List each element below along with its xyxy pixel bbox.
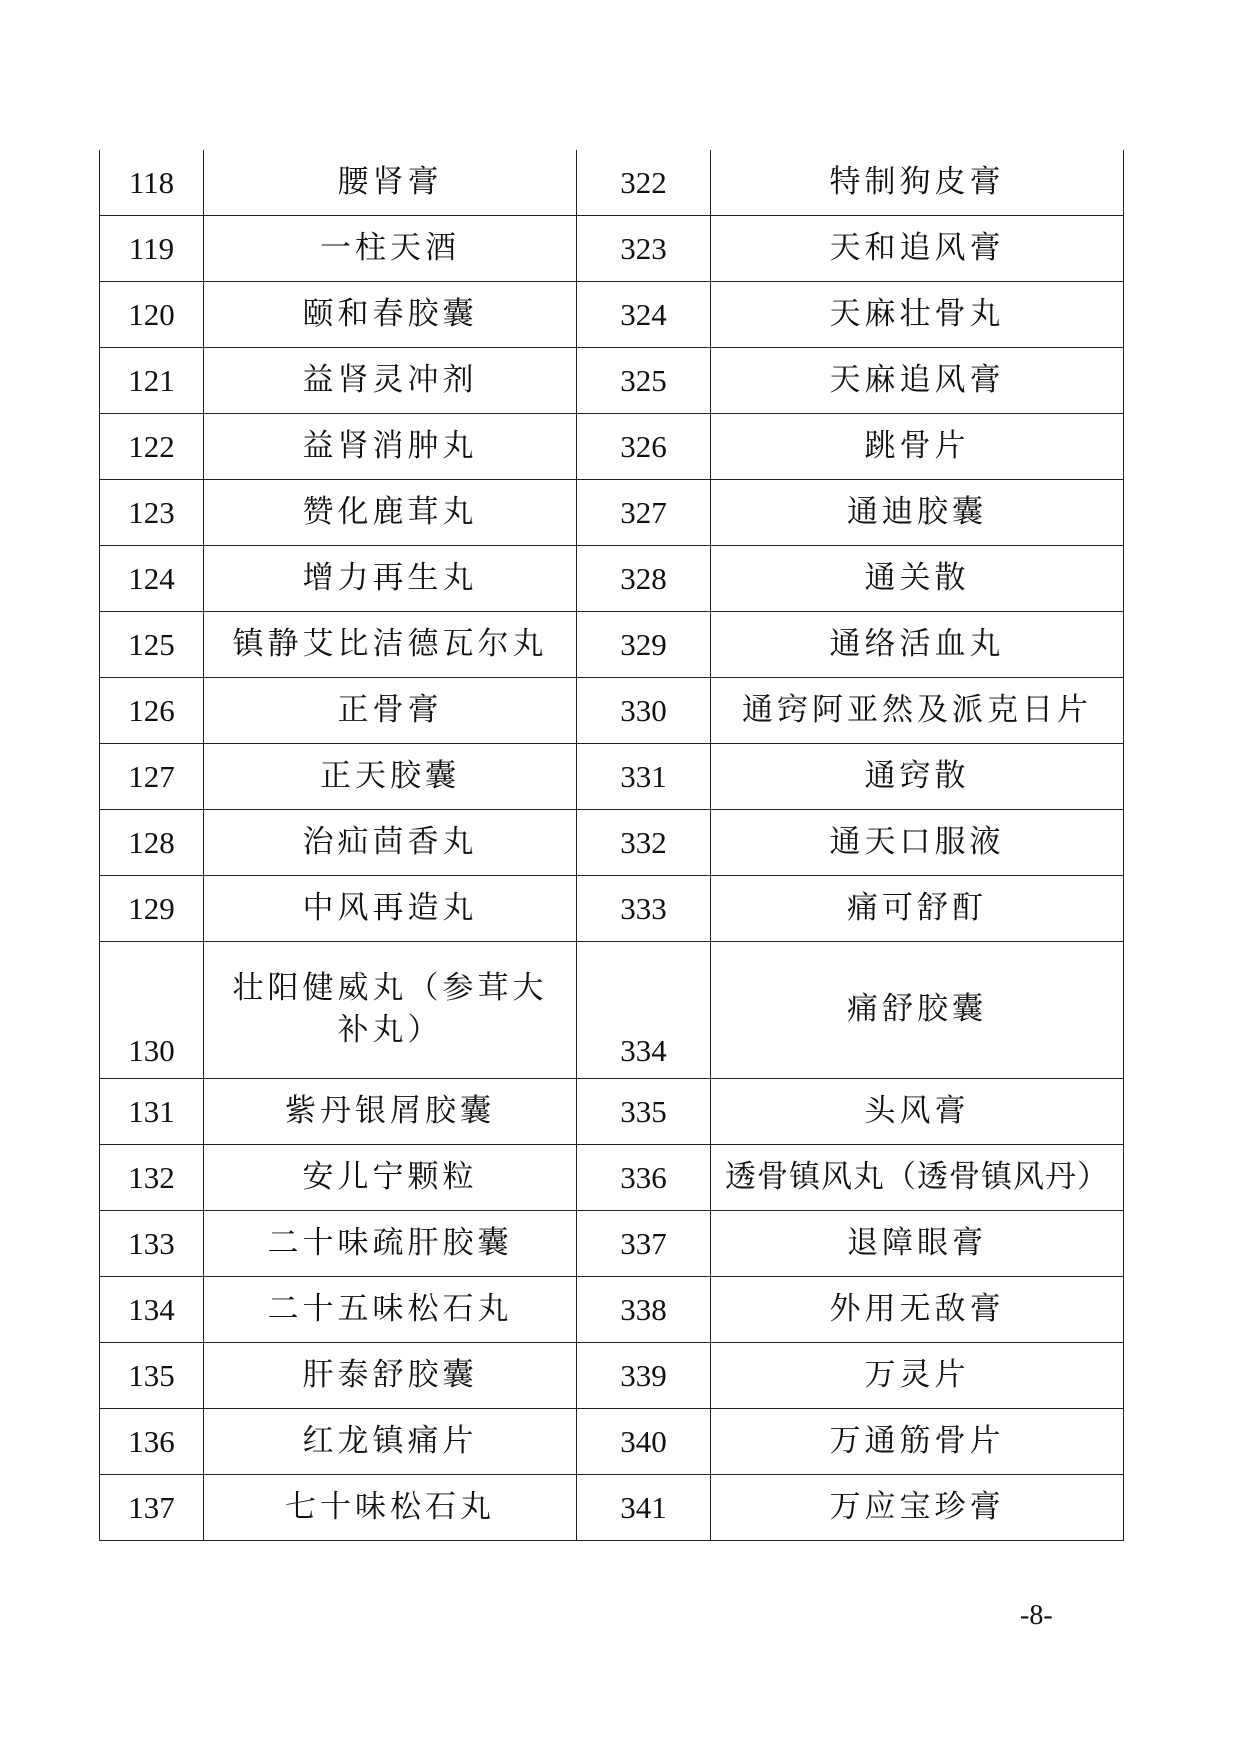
table-row <box>100 1475 1124 1541</box>
right-number-cell: 339 <box>577 1343 711 1409</box>
left-name-cell: 镇静艾比洁德瓦尔丸 <box>204 612 577 678</box>
left-name-cell: 正骨膏 <box>204 678 577 744</box>
right-number-cell: 324 <box>577 282 711 348</box>
left-number-cell: 118 <box>100 150 204 216</box>
table-row <box>100 546 1124 612</box>
left-number-cell: 127 <box>100 744 204 810</box>
table-row <box>100 1145 1124 1211</box>
left-number-cell: 136 <box>100 1409 204 1475</box>
left-name-cell: 赞化鹿茸丸 <box>204 480 577 546</box>
right-name-cell: 万应宝珍膏 <box>711 1475 1124 1541</box>
left-number-cell: 133 <box>100 1211 204 1277</box>
left-name-cell: 正天胶囊 <box>204 744 577 810</box>
right-number-cell: 330 <box>577 678 711 744</box>
right-number-cell: 340 <box>577 1409 711 1475</box>
right-name-cell: 通窍散 <box>711 744 1124 810</box>
right-number-cell: 328 <box>577 546 711 612</box>
right-number-cell: 335 <box>577 1079 711 1145</box>
right-name-cell: 天和追风膏 <box>711 216 1124 282</box>
right-name-cell: 透骨镇风丸（透骨镇风丹） <box>711 1145 1124 1211</box>
table-row <box>100 480 1124 546</box>
table-row <box>100 1343 1124 1409</box>
left-number-cell: 130 <box>100 942 204 1079</box>
left-name-cell: 益肾灵冲剂 <box>204 348 577 414</box>
right-number-cell: 323 <box>577 216 711 282</box>
right-number-cell: 336 <box>577 1145 711 1211</box>
right-number-cell: 337 <box>577 1211 711 1277</box>
table-row <box>100 1079 1124 1145</box>
left-name-cell: 红龙镇痛片 <box>204 1409 577 1475</box>
right-number-cell: 329 <box>577 612 711 678</box>
table-row <box>100 348 1124 414</box>
right-number-cell: 341 <box>577 1475 711 1541</box>
right-number-cell: 332 <box>577 810 711 876</box>
right-name-cell: 天麻追风膏 <box>711 348 1124 414</box>
left-number-cell: 129 <box>100 876 204 942</box>
page-number: -8- <box>1020 1600 1053 1631</box>
right-number-cell: 322 <box>577 150 711 216</box>
left-number-cell: 121 <box>100 348 204 414</box>
table-row <box>100 876 1124 942</box>
left-number-cell: 137 <box>100 1475 204 1541</box>
left-number-cell: 119 <box>100 216 204 282</box>
right-name-cell: 头风膏 <box>711 1079 1124 1145</box>
left-name-cell: 紫丹银屑胶囊 <box>204 1079 577 1145</box>
left-name-cell: 益肾消肿丸 <box>204 414 577 480</box>
left-number-cell: 134 <box>100 1277 204 1343</box>
right-name-cell: 跳骨片 <box>711 414 1124 480</box>
left-name-cell: 二十味疏肝胶囊 <box>204 1211 577 1277</box>
left-name-cell: 二十五味松石丸 <box>204 1277 577 1343</box>
right-number-cell: 334 <box>577 942 711 1079</box>
table-row <box>100 744 1124 810</box>
left-name-cell: 一柱天酒 <box>204 216 577 282</box>
right-name-cell: 通关散 <box>711 546 1124 612</box>
left-name-cell: 颐和春胶囊 <box>204 282 577 348</box>
left-name-cell: 治疝茴香丸 <box>204 810 577 876</box>
table-row <box>100 1409 1124 1475</box>
table-row <box>100 150 1124 216</box>
left-number-cell: 128 <box>100 810 204 876</box>
table-row <box>100 678 1124 744</box>
left-name-cell: 七十味松石丸 <box>204 1475 577 1541</box>
right-name-cell: 通窍阿亚然及派克日片 <box>711 678 1124 744</box>
left-name-cell: 安儿宁颗粒 <box>204 1145 577 1211</box>
left-number-cell: 132 <box>100 1145 204 1211</box>
right-name-cell: 通络活血丸 <box>711 612 1124 678</box>
left-number-cell: 124 <box>100 546 204 612</box>
table-row <box>100 1211 1124 1277</box>
left-number-cell: 135 <box>100 1343 204 1409</box>
table-row <box>100 612 1124 678</box>
left-name-cell: 腰肾膏 <box>204 150 577 216</box>
table-row <box>100 810 1124 876</box>
left-name-cell: 增力再生丸 <box>204 546 577 612</box>
right-number-cell: 333 <box>577 876 711 942</box>
left-number-cell: 122 <box>100 414 204 480</box>
right-number-cell: 338 <box>577 1277 711 1343</box>
right-name-cell: 痛可舒酊 <box>711 876 1124 942</box>
right-name-cell: 万通筋骨片 <box>711 1409 1124 1475</box>
table-row <box>100 282 1124 348</box>
right-number-cell: 327 <box>577 480 711 546</box>
right-name-cell: 通迪胶囊 <box>711 480 1124 546</box>
table-row <box>100 216 1124 282</box>
left-name-cell: 壮阳健威丸（参茸大补丸） <box>204 942 577 1079</box>
left-number-cell: 126 <box>100 678 204 744</box>
left-number-cell: 125 <box>100 612 204 678</box>
right-name-cell: 外用无敌膏 <box>711 1277 1124 1343</box>
table-row <box>100 1277 1124 1343</box>
left-name-cell: 中风再造丸 <box>204 876 577 942</box>
left-number-cell: 120 <box>100 282 204 348</box>
left-number-cell: 123 <box>100 480 204 546</box>
left-number-cell: 131 <box>100 1079 204 1145</box>
right-name-cell: 痛舒胶囊 <box>711 942 1124 1079</box>
table-row <box>100 942 1124 1079</box>
right-number-cell: 325 <box>577 348 711 414</box>
right-name-cell: 特制狗皮膏 <box>711 150 1124 216</box>
right-name-cell: 通天口服液 <box>711 810 1124 876</box>
left-name-cell: 肝泰舒胶囊 <box>204 1343 577 1409</box>
right-number-cell: 326 <box>577 414 711 480</box>
right-name-cell: 万灵片 <box>711 1343 1124 1409</box>
right-name-cell: 退障眼膏 <box>711 1211 1124 1277</box>
right-name-cell: 天麻壮骨丸 <box>711 282 1124 348</box>
table-row <box>100 414 1124 480</box>
drug-list-table <box>99 150 1124 1541</box>
right-number-cell: 331 <box>577 744 711 810</box>
